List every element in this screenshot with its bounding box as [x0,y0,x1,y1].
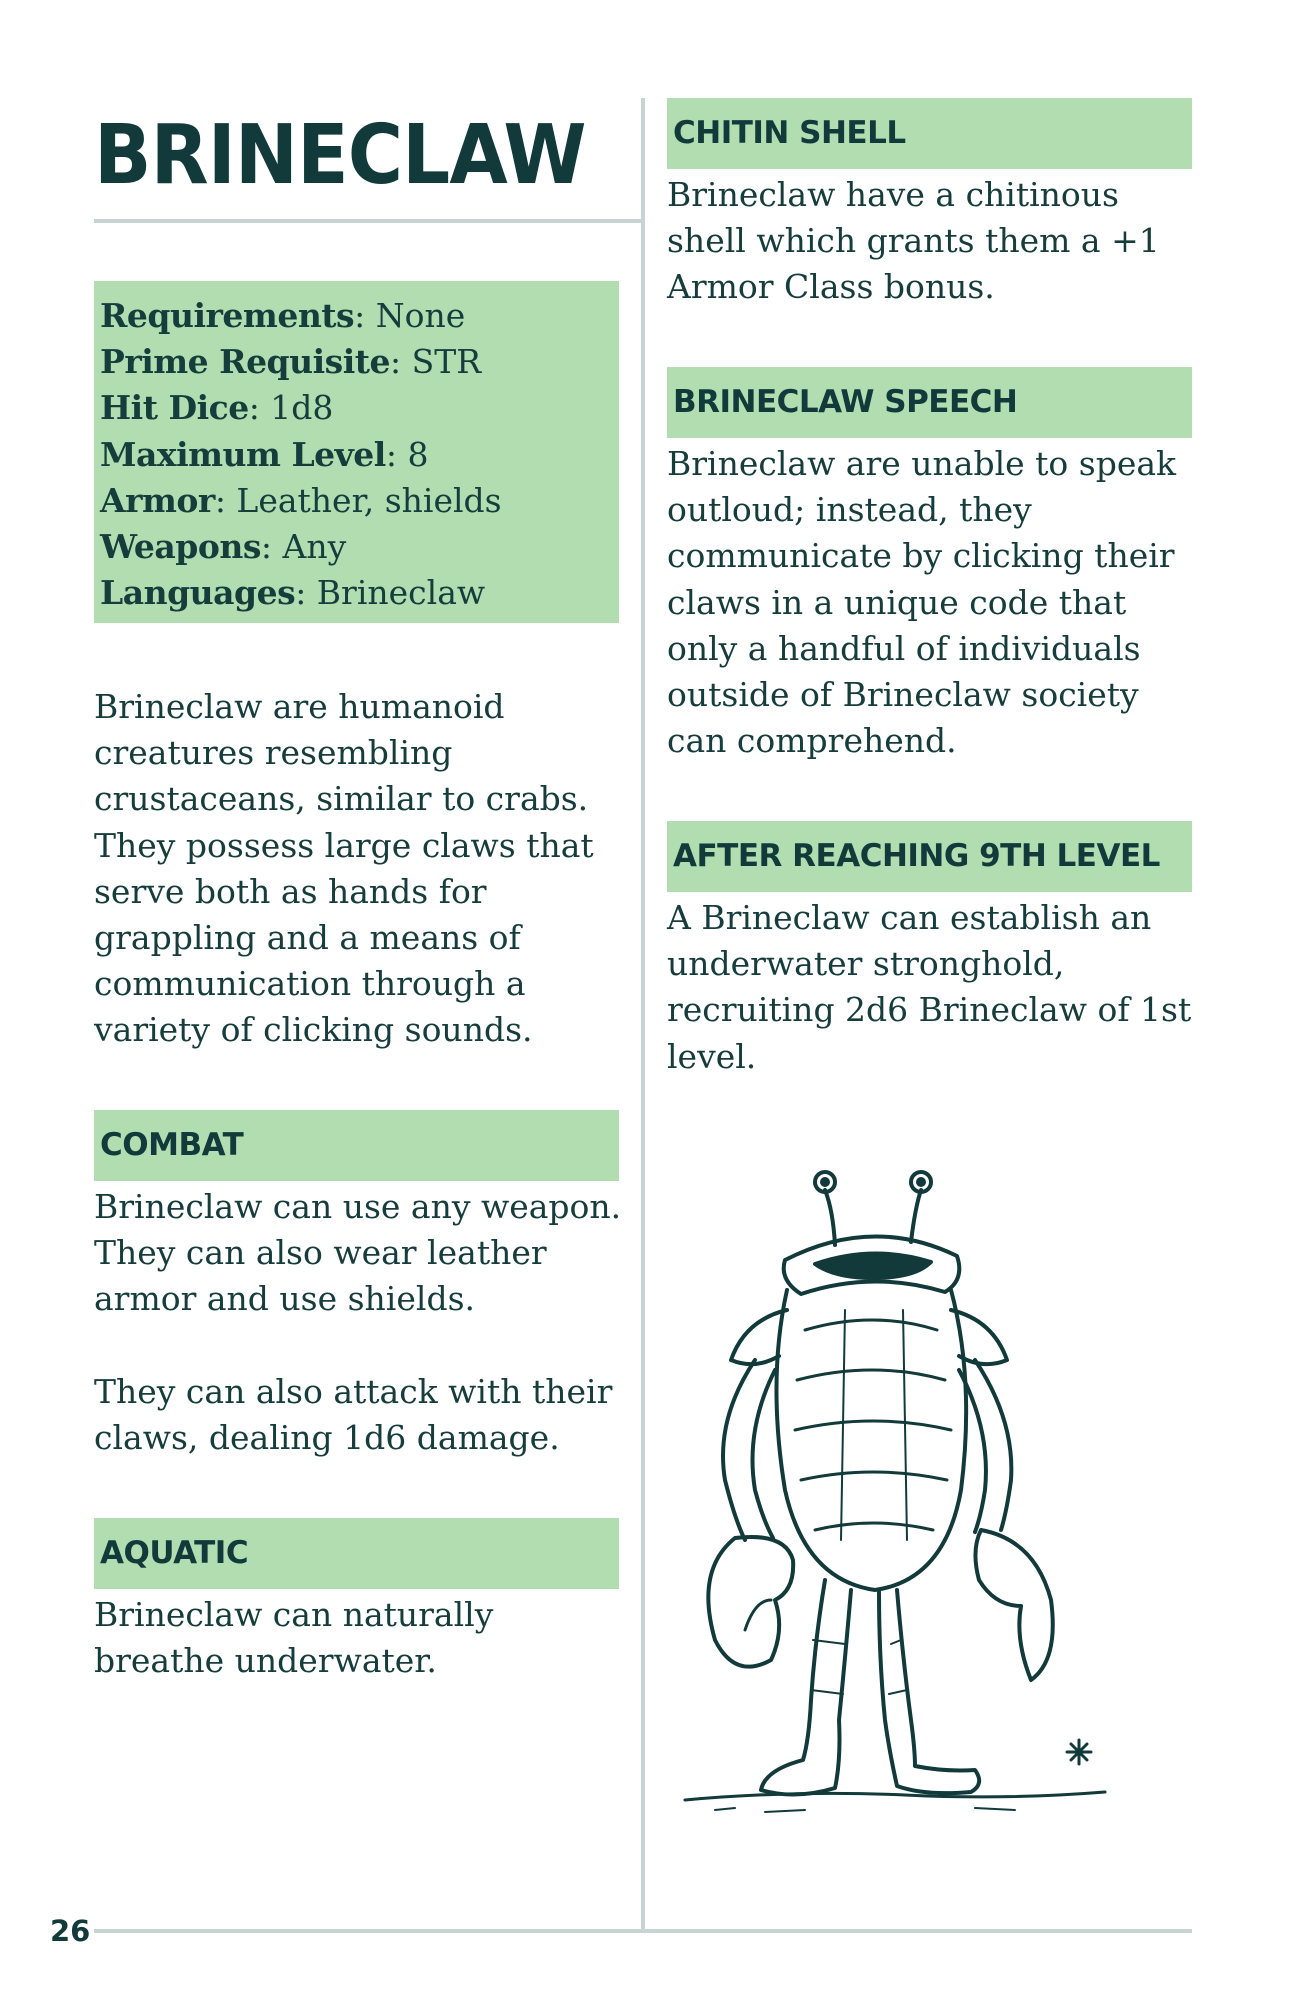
stat-maximum-level: Maximum Level: 8 [100,434,429,474]
ninth-level-text: A Brineclaw can establish an underwater stronghold, recruiting 2d6 Brineclaw of 1st level. [667,898,1192,1076]
stat-prime-requisite: Prime Requisite: STR [100,342,482,382]
ninth-level-heading: AFTER REACHING 9TH LEVEL [667,821,1192,892]
speech-text: Brineclaw are unable to speak outloud; instead, they communicate by clicking their claws in a unique code that only a handful of individuals outside of Brineclaw society can comprehend. [667,444,1177,761]
stat-requirements: Requirements: None [100,296,466,335]
intro-paragraph: Brineclaw are humanoid creatures resembling crustaceans, similar to crabs. They possess large claws that serve both as hands for grappling and a means of communication through a variety of clicking sounds. [94,687,594,1050]
crab-creature-illustration [675,1160,1145,1820]
stat-block [94,281,619,623]
stat-languages: Languages: Brineclaw [100,573,486,613]
aquatic-text: Brineclaw can naturally breathe underwater. [94,1595,494,1681]
combat-text-2: They can also attack with their claws, dealing 1d6 damage. [94,1372,613,1458]
stat-hit-dice: Hit Dice: 1d8 [100,388,334,428]
speech-heading: BRINECLAW SPEECH [667,367,1192,438]
chitin-text: Brineclaw have a chitinous shell which grants them a +1 Armor Class bonus. [667,175,1160,307]
page-title: BRINECLAW [94,108,586,203]
stat-armor: Armor: Leather, shields [100,480,502,520]
combat-text-1: Brineclaw can use any weapon. They can also wear leather armor and use shields. [94,1187,622,1319]
title-divider [94,219,642,223]
aquatic-heading: AQUATIC [94,1518,619,1589]
chitin-heading: CHITIN SHELL [667,98,1192,169]
page-number: 26 [50,1914,91,1948]
combat-heading: COMBAT [94,1110,619,1181]
footer-rule [94,1929,1192,1933]
stat-weapons: Weapons: Any [100,527,347,567]
